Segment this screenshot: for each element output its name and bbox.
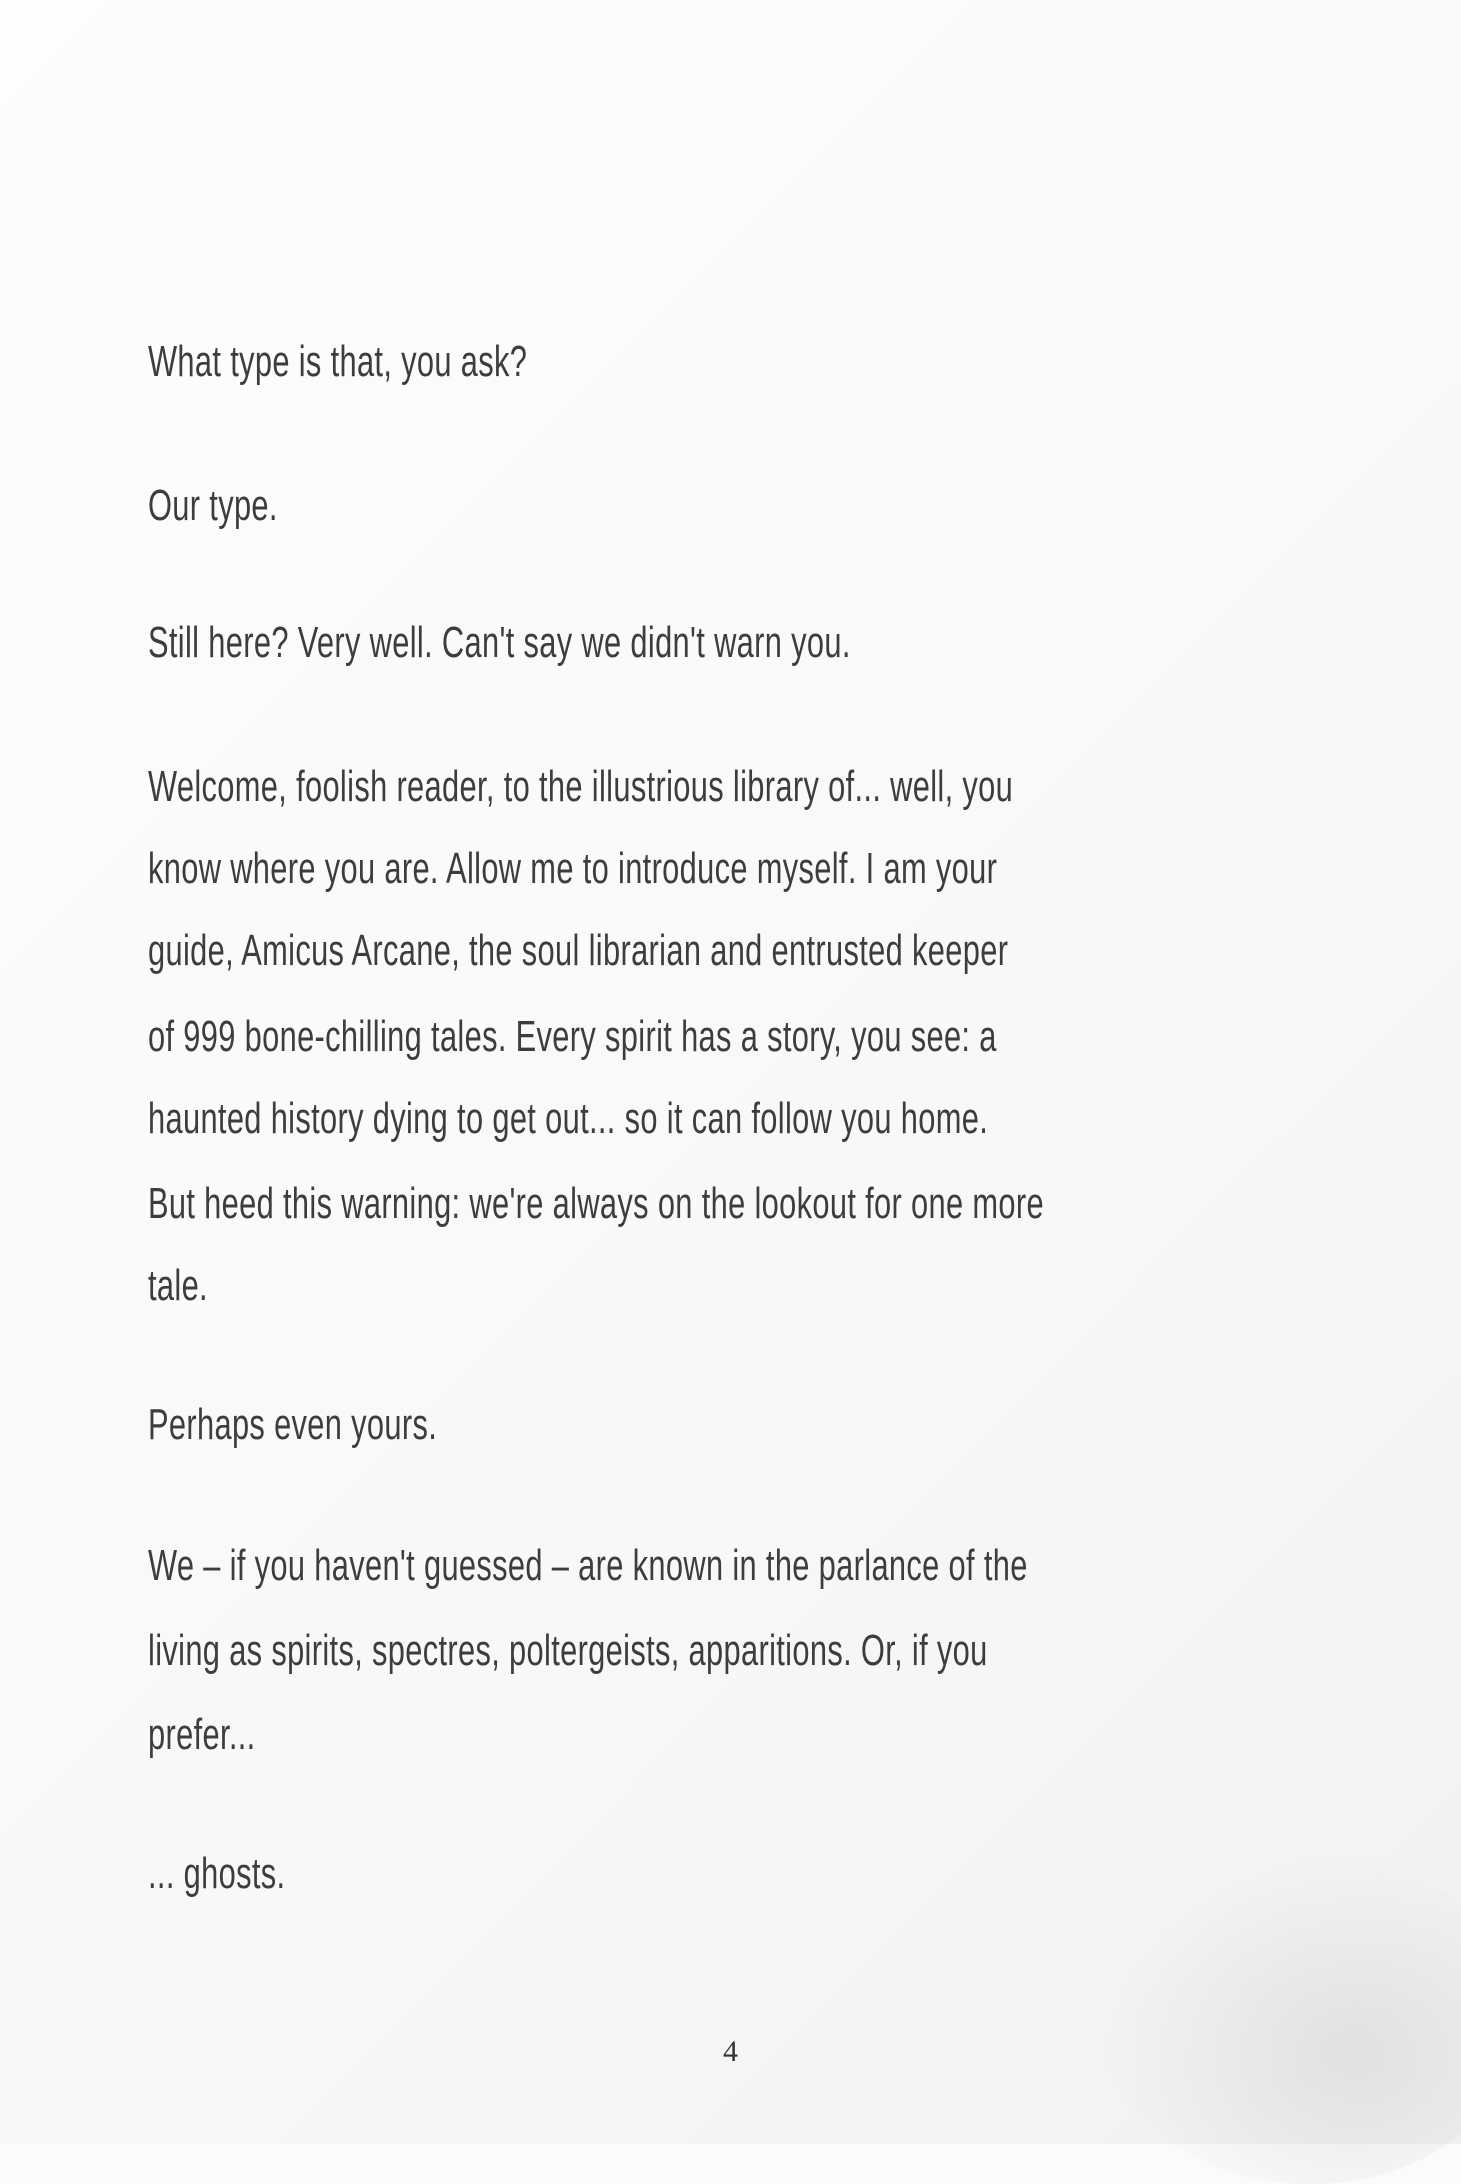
text-line: tale. <box>148 1261 208 1310</box>
text-line: of 999 bone-chilling tales. Every spirit has a story, you see: a <box>148 1012 997 1061</box>
text-line: But heed this warning: we're always on the lookout for one more <box>148 1179 1044 1228</box>
text-line: haunted history dying to get out... so it can follow you home. <box>148 1094 989 1143</box>
text-line: Our type. <box>148 481 278 530</box>
page-number: 4 <box>723 2035 738 2068</box>
text-line: Perhaps even yours. <box>148 1400 438 1449</box>
text-line: Still here? Very well. Can't say we didn't warn you. <box>148 618 851 667</box>
text-line: know where you are. Allow me to introduce myself. I am your <box>148 844 998 893</box>
text-line: living as spirits, spectres, poltergeists, apparitions. Or, if you <box>148 1626 988 1675</box>
text-line: prefer... <box>148 1710 256 1759</box>
text-line: What type is that, you ask? <box>148 337 528 386</box>
text-line: We – if you haven't guessed – are known in the parlance of the <box>148 1541 1028 1590</box>
paper-stain <box>1101 1854 1461 2184</box>
text-line: Welcome, foolish reader, to the illustrious library of... well, you <box>148 762 1014 811</box>
text-line: guide, Amicus Arcane, the soul librarian and entrusted keeper <box>148 926 1009 975</box>
text-line: ... ghosts. <box>148 1849 286 1898</box>
